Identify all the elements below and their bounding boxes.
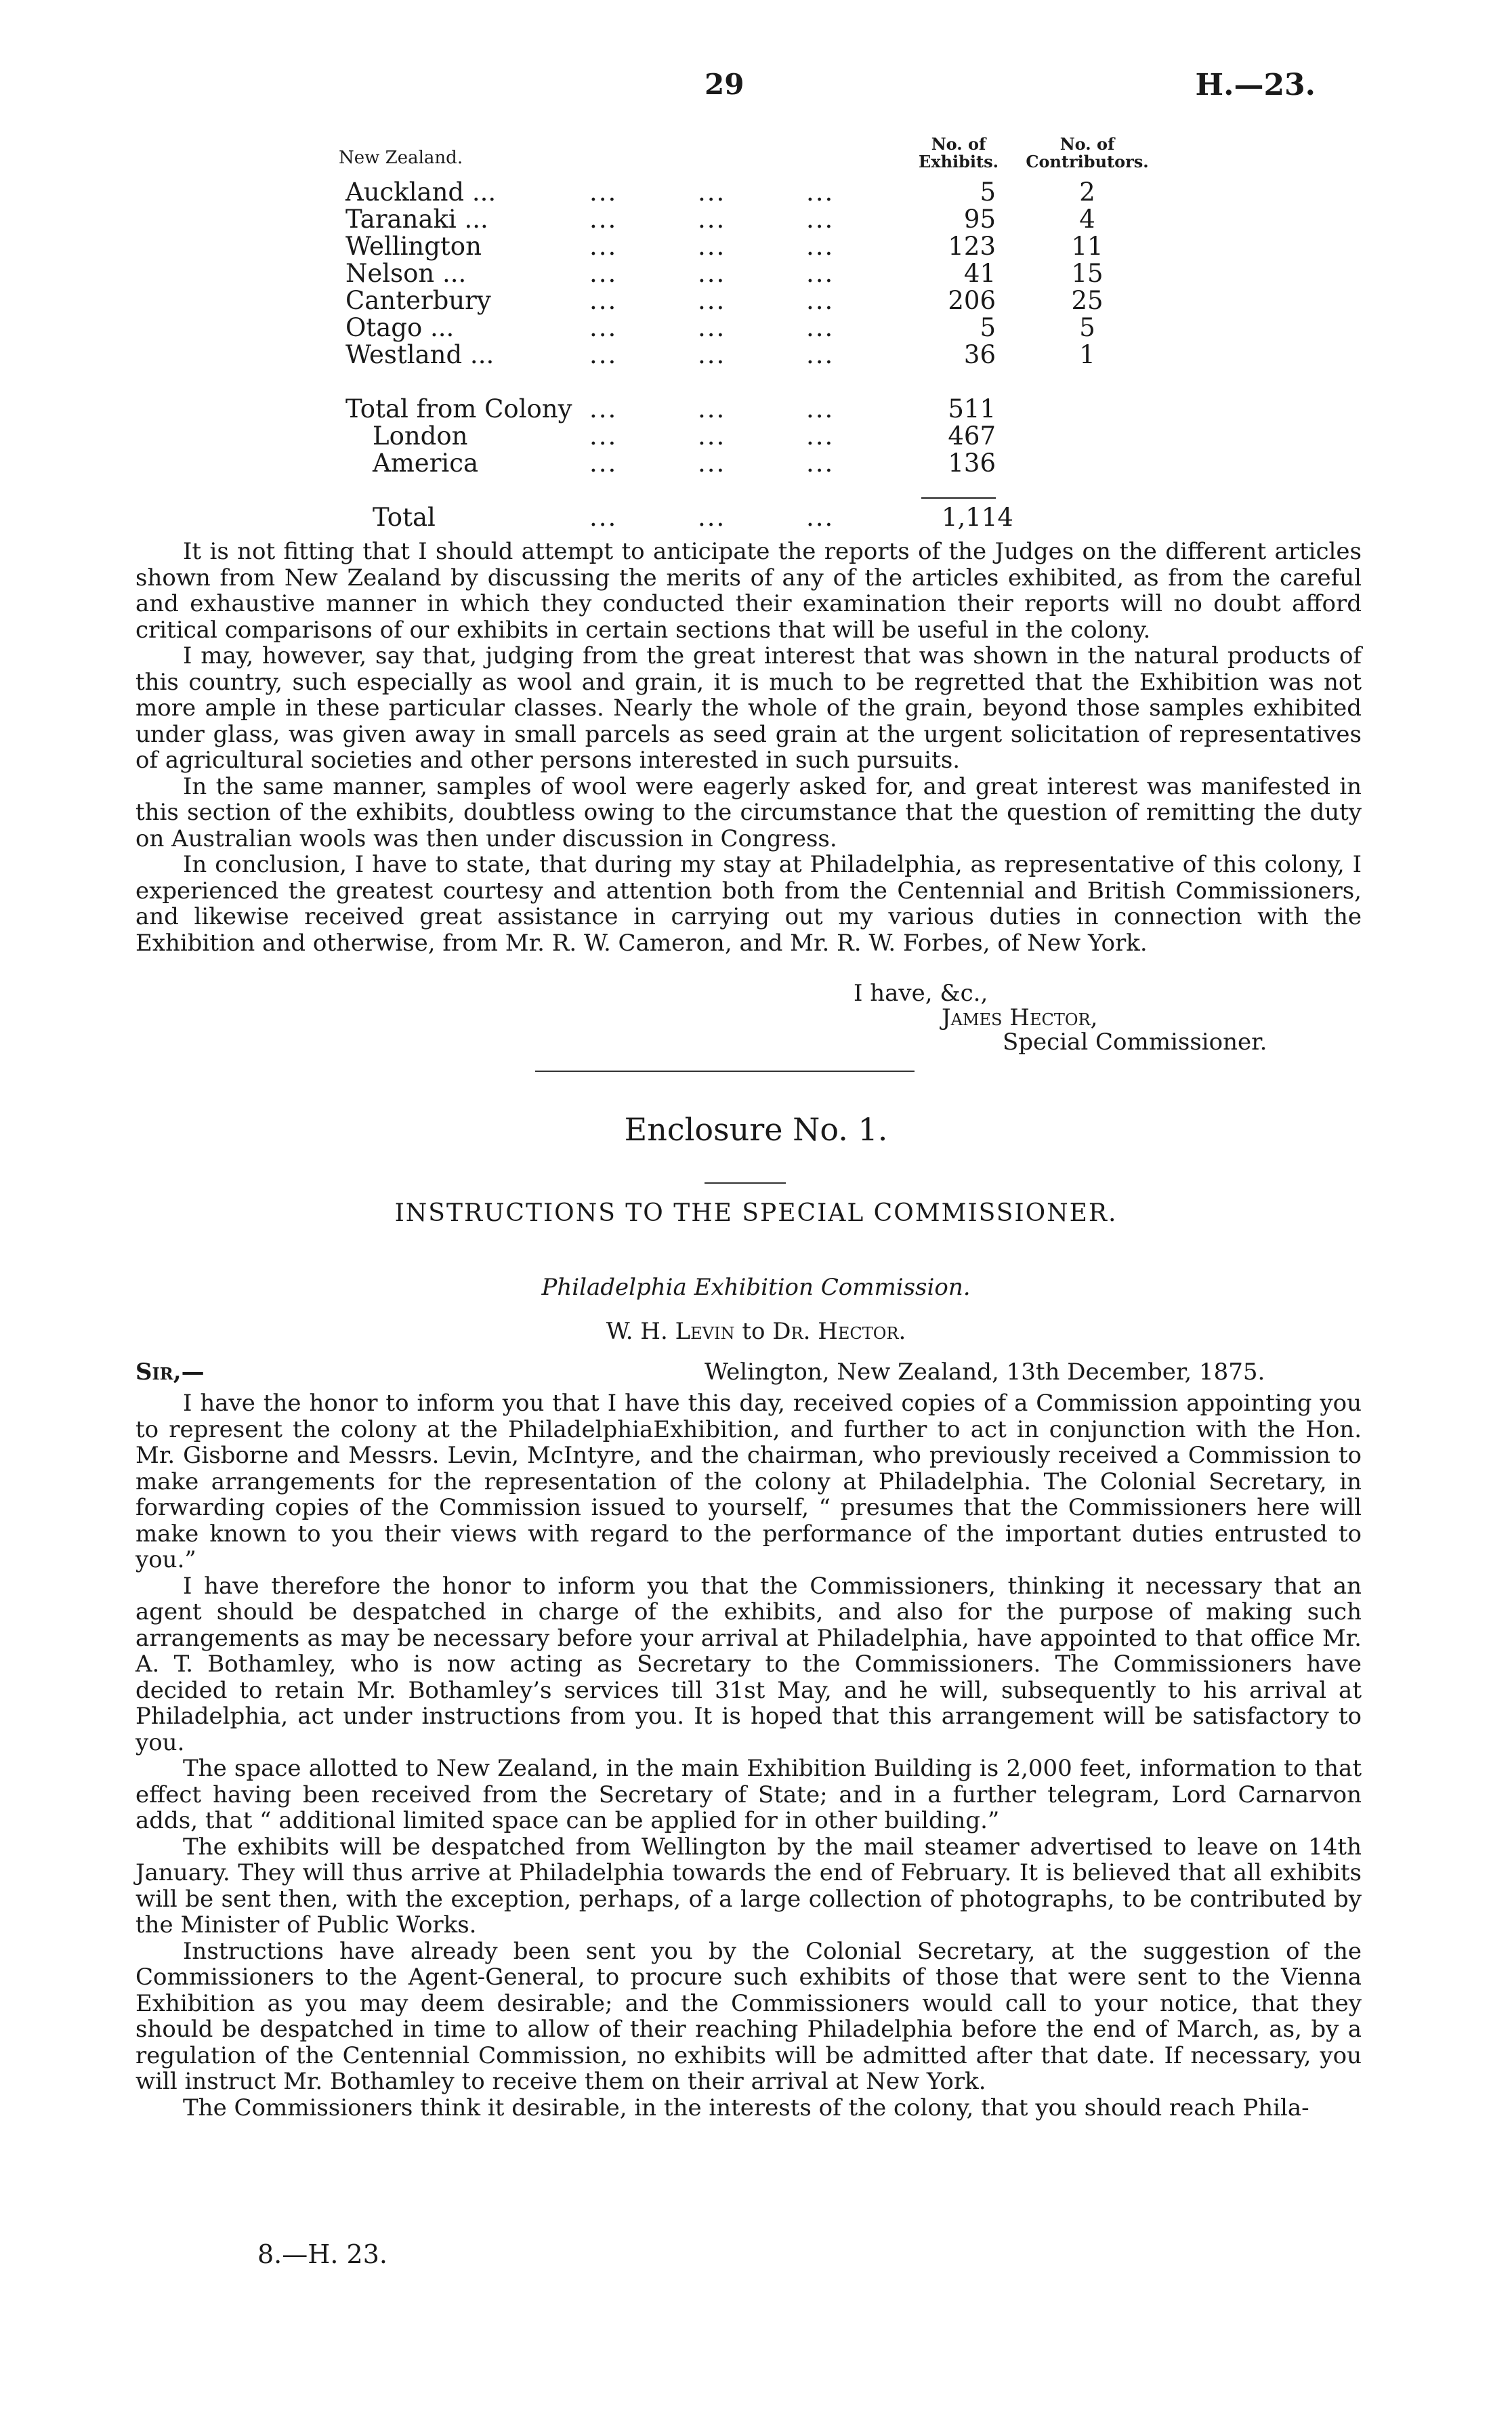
leader-dot-group: ...	[806, 340, 835, 369]
page-number: 29	[705, 68, 744, 101]
exhibits-count: 5	[980, 178, 996, 207]
leader-dot-group: ...	[589, 394, 618, 423]
section-divider	[535, 1071, 915, 1072]
paper-reference: H.—23.	[1195, 68, 1316, 102]
exhibits-count: 123	[948, 232, 996, 261]
contributors-count: 2	[1079, 178, 1095, 207]
table-row	[298, 233, 1314, 260]
exhibits-count: 206	[948, 286, 996, 315]
leader-dot-group: ...	[589, 313, 618, 342]
table-row	[298, 450, 1314, 477]
paragraph: I have the honor to inform you that I have this day, received copies of a Commission appointing you to represent the colony at the PhiladelphiaExhibition, and further to act in conjunction with the Hon. Mr. Gisborne and Messrs. Levin, McIntyre, and the chairman, who previously received a Commission to make arrangements for the representation of the colony at Philadelphia. The Colonial Secretary, in forwarding copies of the Commission issued to yourself, “ presumes that the Commissioners here will make known to you their views with regard to the performance of the important duties entrusted to you.”	[135, 1390, 1362, 1573]
leader-dot-group: ...	[698, 286, 726, 315]
contributors-count: 11	[1071, 232, 1104, 261]
signatory-name: James Hector,	[942, 1004, 1098, 1031]
leader-dot-group: ...	[806, 421, 835, 451]
contributors-count: 5	[1079, 313, 1095, 342]
leader-dot-group: ...	[806, 205, 835, 234]
paragraph: The exhibits will be despatched from Wellington by the mail steamer advertised to leave on 14th January. They will thus arrive at Philadelphia towards the end of February. It is believed that all exhibits will be sent then, with the exception, perhaps, of a large collection of photographs, to be contributed by the Minister of Public Works.	[135, 1833, 1362, 1939]
letter-text	[135, 1390, 1362, 2121]
leader-dot-group: ...	[698, 421, 726, 451]
paragraph: I have therefore the honor to inform you that the Commissioners, thinking it necessary that an agent should be despatched in charge of the exhibits, and also for the purpose of making such arrangements as may be necessary before your arrival at Philadelphia, have appointed to that office Mr. A. T. Bothamley, who is now acting as Secretary to the Commissioners. The Commissioners have decided to retain Mr. Bothamley’s services till 31st May, and he will, subsequently to his arrival at Philadelphia, act under instructions from you. It is hoped that this arrangement will be satisfactory to you.	[135, 1572, 1362, 1756]
exhibits-count: 467	[948, 421, 996, 451]
table-header	[298, 136, 1314, 179]
contributors-count: 4	[1079, 205, 1095, 234]
table-row	[298, 314, 1314, 341]
leader-dot-group: ...	[806, 313, 835, 342]
exhibits-count: 136	[948, 449, 996, 478]
column-header-exhibits: No. of Exhibits.	[918, 134, 999, 171]
exhibits-table	[298, 136, 1314, 531]
leader-dot-group: ...	[806, 394, 835, 423]
row-name: Taranaki ...	[345, 205, 488, 234]
table-body	[298, 179, 1314, 531]
paragraph: I may, however, say that, judging from the great interest that was shown in the natural products of this country, such especially as wool and grain, it is much to be regretted that the Exhibition was not more ample in these particular classes. Nearly the whole of the grain, beyond those samples exhibited under glass, was given away in small parcels as seed grain at the urgent solicitation of representatives of agricultural societies and other persons interested in such pursuits.	[135, 642, 1362, 774]
leader-dot-group: ...	[698, 259, 726, 288]
table-row	[298, 341, 1314, 369]
leader-dot-group: ...	[806, 178, 835, 207]
leader-dot-group: ...	[806, 449, 835, 478]
letter-date: Welington, New Zealand, 13th December, 1875.	[705, 1359, 1265, 1386]
contributors-count: 1	[1079, 340, 1095, 369]
exhibits-count: 95	[963, 205, 996, 234]
leader-dot-group: ...	[698, 503, 726, 532]
leader-dot-group: ...	[589, 421, 618, 451]
table-row	[298, 206, 1314, 233]
row-name: Total from Colony	[345, 394, 572, 423]
to-name: Dr. Hector.	[772, 1318, 906, 1345]
table-row	[298, 179, 1314, 206]
paragraph: In conclusion, I have to state, that during my stay at Philadelphia, as representative of this colony, I experienced the greatest courtesy and attention both from the Centennial and British Commissioners, and likewise received great assistance in carrying out my various duties in connection with the Exhibition and otherwise, from Mr. R. W. Cameron, and Mr. R. W. Forbes, of New York.	[135, 851, 1362, 957]
heading-rule	[705, 1182, 786, 1184]
salutation: Sir,—	[135, 1359, 205, 1386]
enclosure-heading: INSTRUCTIONS TO THE SPECIAL COMMISSIONER.	[394, 1199, 1118, 1227]
leader-dot-group: ...	[589, 259, 618, 288]
table-row	[298, 396, 1314, 423]
leader-dot-group: ...	[589, 449, 618, 478]
leader-dot-group: ...	[698, 449, 726, 478]
from-name: Levin	[675, 1318, 735, 1345]
exhibits-count: 41	[963, 259, 996, 288]
table-row	[298, 504, 1314, 531]
table-row	[298, 287, 1314, 314]
leader-dot-group: ...	[698, 313, 726, 342]
leader-dot-group: ...	[589, 178, 618, 207]
leader-dot-group: ...	[698, 340, 726, 369]
leader-dot-group: ...	[589, 232, 618, 261]
from-initials: W. H.	[606, 1318, 668, 1345]
letter-from-to	[0, 1318, 1512, 1345]
paragraph: The space allotted to New Zealand, in the main Exhibition Building is 2,000 feet, information to that effect having been received from the Secretary of State; and in a further telegram, Lord Carnarvon adds, that “ additional limited space can be applied for in other building.”	[135, 1755, 1362, 1834]
leader-dot-group: ...	[589, 205, 618, 234]
row-name: Auckland ...	[345, 178, 497, 207]
paragraph: In the same manner, samples of wool were eagerly asked for, and great interest was manifested in this section of the exhibits, doubtless owing to the circumstance that the question of remitting the duty on Australian wools was then under discussion in Congress.	[135, 772, 1362, 852]
row-name: London	[373, 421, 468, 451]
paragraph: Instructions have already been sent you by the Colonial Secretary, at the suggestion of the Commissioners to the Agent-General, to procure such exhibits of those that were sent to the Vienna Exhibition as you may deem desirable; and the Commissioners would call to your notice, that they should be despatched in time to allow of their reaching Philadelphia before the end of March, as, by a regulation of the Centennial Commission, no exhibits will be admitted after that date. If necessary, you will instruct Mr. Bothamley to receive them on their arrival at New York.	[135, 1937, 1362, 2095]
leader-dot-group: ...	[806, 286, 835, 315]
leader-dot-group: ...	[589, 286, 618, 315]
leader-dot-group: ...	[698, 178, 726, 207]
row-name: Otago ...	[345, 313, 455, 342]
to-word: to	[742, 1318, 765, 1345]
contributors-count: 15	[1071, 259, 1104, 288]
report-text	[135, 539, 1362, 956]
leader-dot-group: ...	[806, 232, 835, 261]
exhibits-count: 5	[980, 313, 996, 342]
signatory-title: Special Commissioner.	[1003, 1029, 1267, 1056]
contributors-count: 25	[1071, 286, 1104, 315]
row-name: Westland ...	[345, 340, 495, 369]
region-header: New Zealand.	[339, 148, 463, 168]
exhibits-count: 36	[963, 340, 996, 369]
total-rule	[921, 497, 996, 499]
column-header-contributors: No. of Contributors.	[1026, 134, 1149, 171]
leader-dot-group: ...	[698, 232, 726, 261]
exhibits-count: 1,114	[942, 503, 1013, 532]
leader-dot-group: ...	[698, 394, 726, 423]
leader-dot-group: ...	[806, 259, 835, 288]
leader-dot-group: ...	[698, 205, 726, 234]
leader-dot-group: ...	[806, 503, 835, 532]
exhibits-count: 511	[948, 394, 996, 423]
paragraph: The Commissioners think it desirable, in the interests of the colony, that you should reach Phila-	[183, 2094, 1309, 2121]
closing: I have, &c.,	[854, 980, 988, 1007]
paragraph: It is not fitting that I should attempt to anticipate the reports of the Judges on the different articles shown from New Zealand by discussing the merits of any of the articles exhibited, as from the careful and exhaustive manner in which they conducted their examination their reports will no doubt afford critical comparisons of our exhibits in certain sections that will be useful in the colony.	[135, 538, 1362, 644]
row-name: America	[373, 449, 479, 478]
row-name: Canterbury	[345, 286, 491, 315]
row-name: Total	[373, 503, 436, 532]
signature-mark: 8.—H. 23.	[257, 2239, 387, 2269]
enclosure-title: Enclosure No. 1.	[624, 1111, 888, 1148]
table-row	[298, 260, 1314, 287]
commission-name: Philadelphia Exhibition Commission.	[541, 1274, 971, 1301]
leader-dot-group: ...	[589, 503, 618, 532]
table-row	[298, 423, 1314, 450]
leader-dot-group: ...	[589, 340, 618, 369]
row-name: Wellington	[345, 232, 482, 261]
row-name: Nelson ...	[345, 259, 467, 288]
